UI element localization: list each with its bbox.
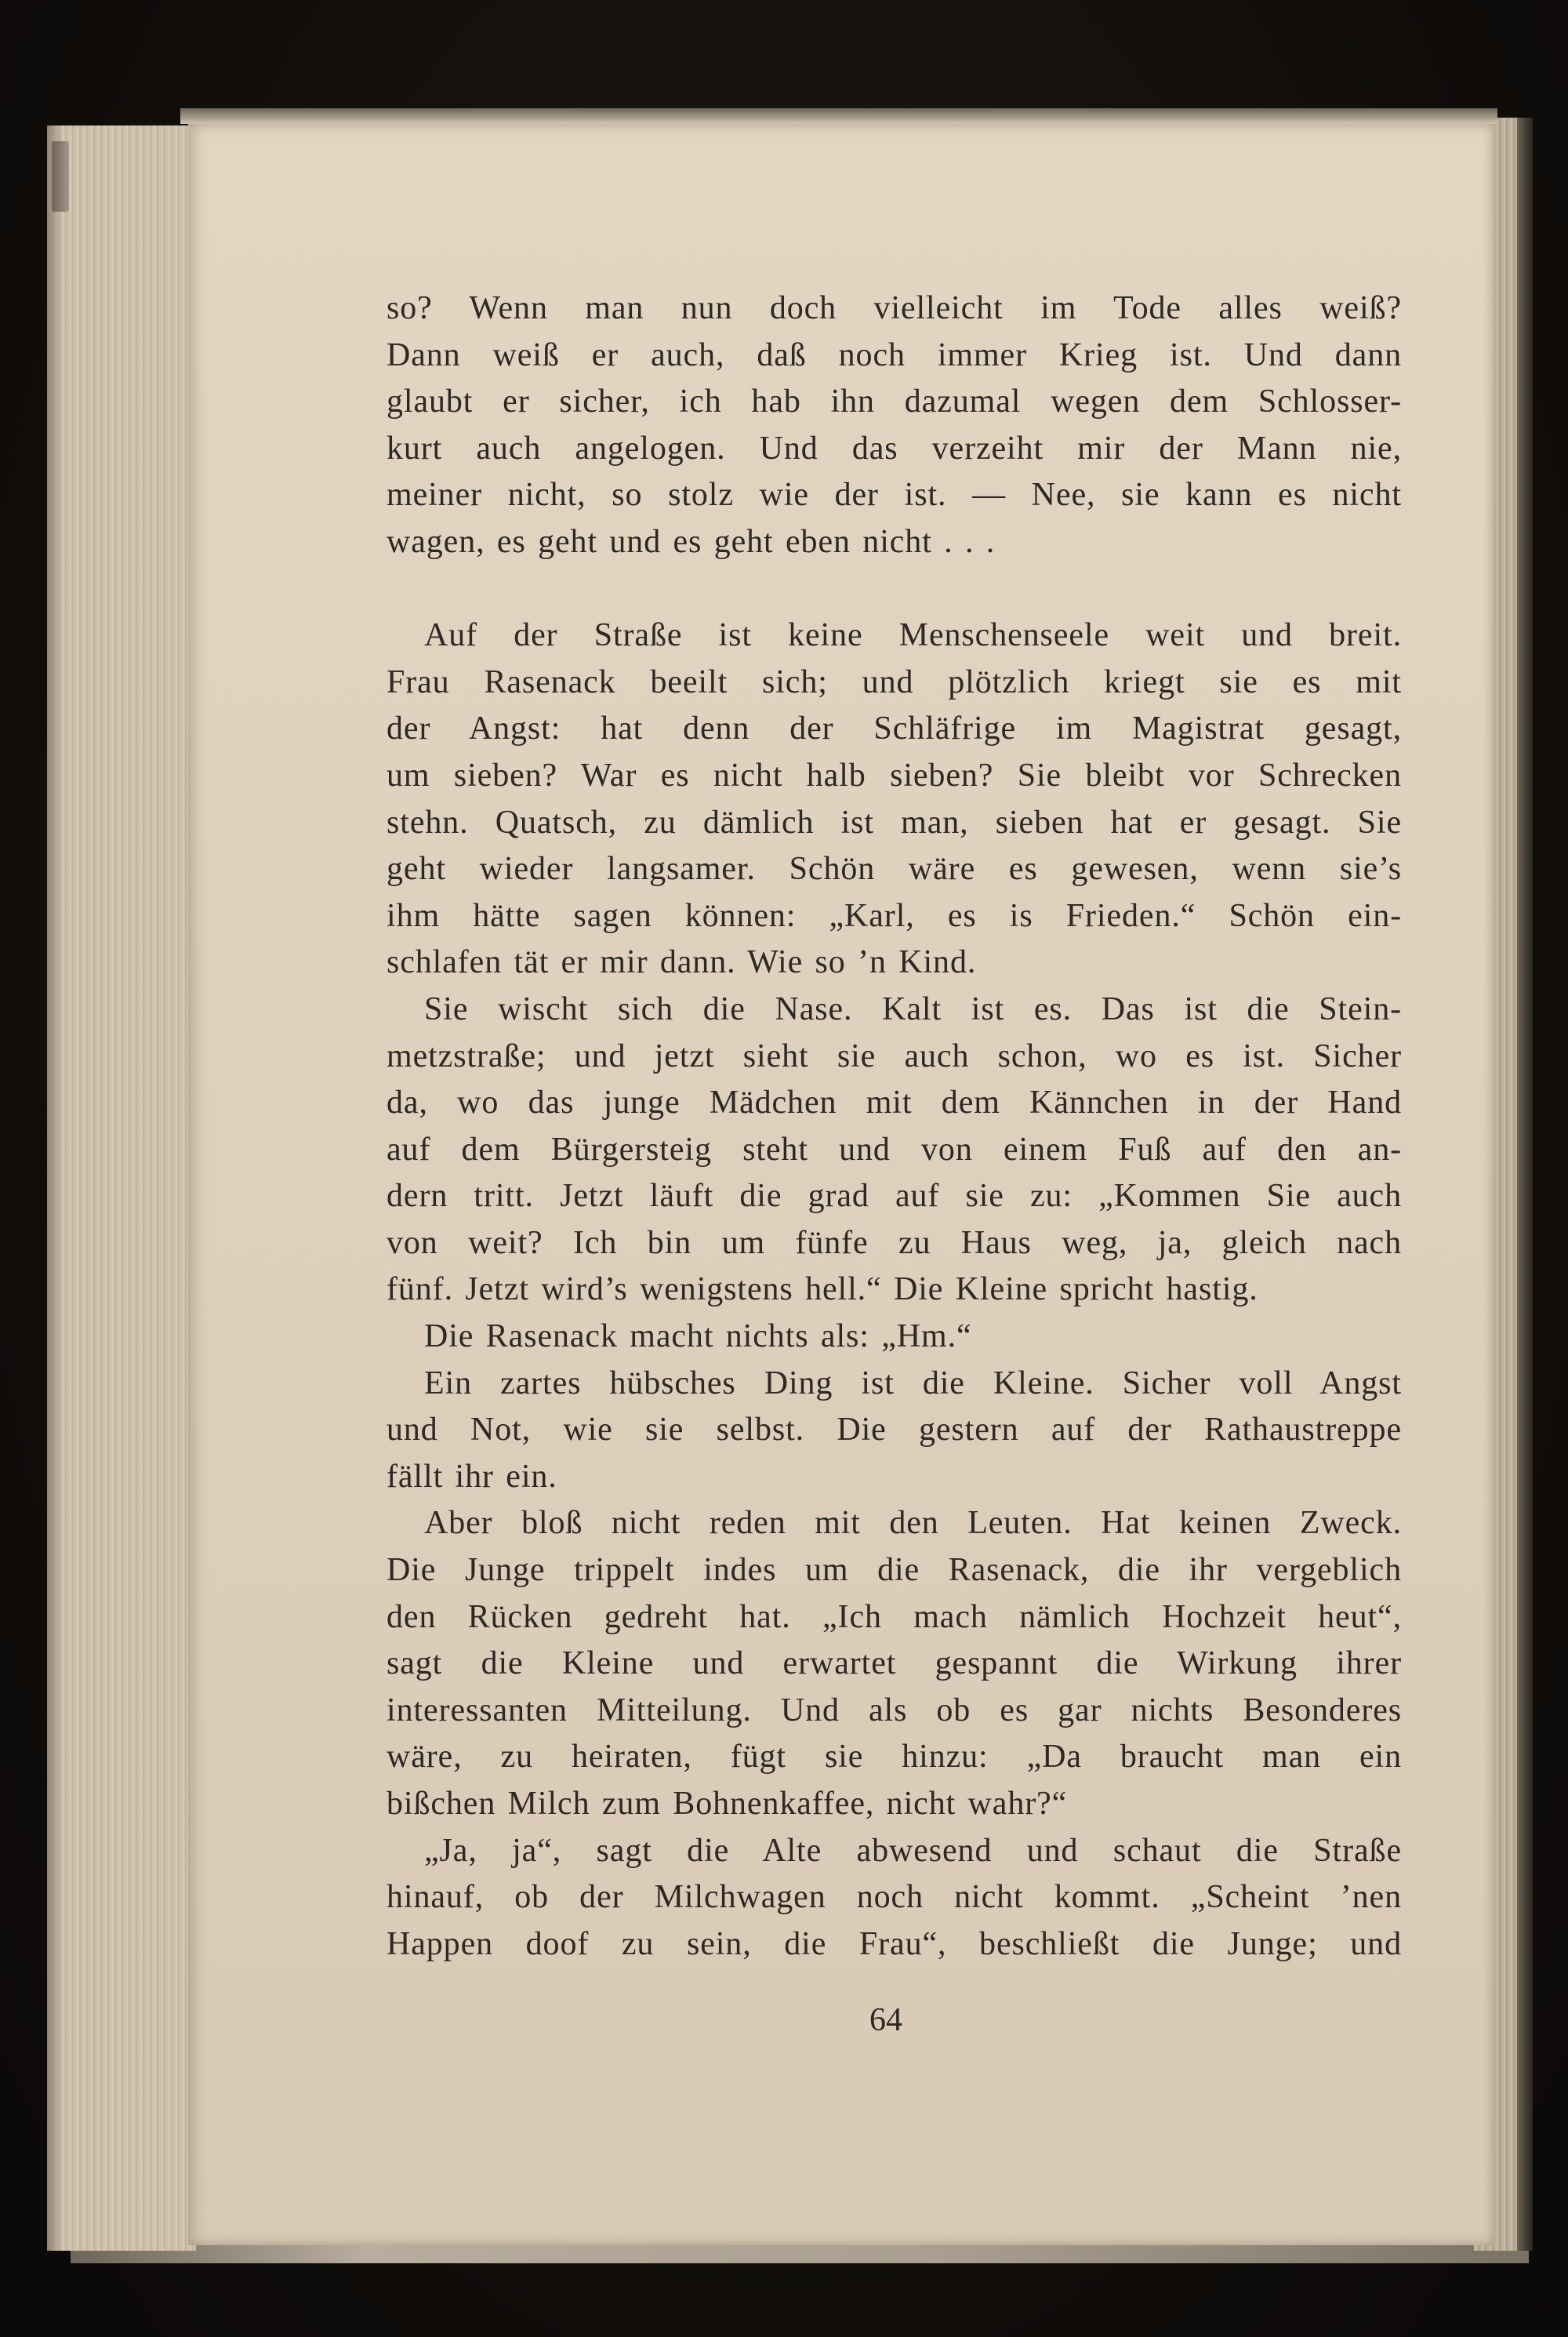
text-line: fünf. Jetzt wird’s wenigstens hell.“ Die Kleine spricht hastig.: [387, 1271, 1258, 1308]
text-line: interessanten Mitteilung. Und als ob es gar nichts Besonderes: [387, 1692, 1402, 1728]
text-line: um sieben? War es nicht halb sieben? Sie bleibt vor Schrecken: [387, 757, 1402, 794]
top-page-edge: [180, 108, 1497, 124]
spine-shadow: [47, 125, 63, 2251]
text-line: geht wieder langsamer. Schön wäre es gewesen, wenn sie’s: [387, 851, 1402, 888]
text-line: Sie wischt sich die Nase. Kalt ist es. Das ist die Stein-: [424, 990, 1402, 1027]
text-line: dern tritt. Jetzt läuft die grad auf sie zu: „Kommen Sie auch: [387, 1178, 1402, 1215]
text-line: schlafen tät er mir dann. Wie so ’n Kind.: [387, 944, 977, 981]
text-line: auf dem Bürgersteig steht und von einem Fuß auf den an-: [387, 1131, 1402, 1168]
text-line: und Not, wie sie selbst. Die gestern auf der Rathaustreppe: [387, 1412, 1402, 1448]
text-line: Dann weiß er auch, daß noch immer Krieg ist. Und dann: [387, 336, 1402, 373]
text-line: Aber bloß nicht reden mit den Leuten. Hat keinen Zweck.: [424, 1505, 1402, 1542]
left-page-stack: [47, 125, 196, 2251]
text-line: bißchen Milch zum Bohnenkaffee, nicht wahr?“: [387, 1786, 1068, 1822]
text-line: Ein zartes hübsches Ding ist die Kleine. Sicher voll Angst: [424, 1365, 1402, 1401]
text-line: Auf der Straße ist keine Menschenseele weit und breit.: [424, 617, 1402, 654]
text-line: wäre, zu heiraten, fügt sie hinzu: „Da braucht man ein: [387, 1739, 1402, 1775]
text-line: von weit? Ich bin um fünfe zu Haus weg, ja, gleich nach: [387, 1224, 1402, 1261]
text-line: glaubt er sicher, ich hab ihn dazumal wegen dem Schlosser-: [387, 383, 1402, 420]
text-line: Happen doof zu sein, die Frau“, beschließt die Junge; und: [387, 1925, 1402, 1962]
body-text: [387, 285, 1402, 1968]
text-line: ihm hätte sagen können: „Karl, es is Frieden.“ Schön ein-: [387, 897, 1402, 934]
text-line: kurt auch angelogen. Und das verzeiht mir der Mann nie,: [387, 430, 1402, 467]
text-line: den Rücken gedreht hat. „Ich mach nämlich Hochzeit heut“,: [387, 1598, 1402, 1635]
text-line: wagen, es geht und es geht eben nicht . . .: [387, 523, 996, 560]
right-cover-edge: [1517, 118, 1533, 2251]
text-line: metzstraße; und jetzt sieht sie auch schon, wo es ist. Sicher: [387, 1038, 1402, 1074]
text-line: meiner nicht, so stolz wie der ist. — Nee, sie kann es nicht: [387, 477, 1402, 514]
text-line: hinauf, ob der Milchwagen noch nicht kommt. „Scheint ’nen: [387, 1879, 1402, 1916]
bookmark-tab: [52, 141, 69, 212]
text-line: Die Rasenack macht nichts als: „Hm.“: [424, 1318, 972, 1355]
paragraph-gap: [387, 566, 1402, 613]
book-bottom-edge: [71, 2243, 1529, 2263]
text-line: der Angst: hat denn der Schläfrige im Magistrat gesagt,: [387, 711, 1402, 747]
text-line: „Ja, ja“, sagt die Alte abwesend und schaut die Straße: [424, 1832, 1402, 1869]
text-line: stehn. Quatsch, zu dämlich ist man, sieben hat er gesagt. Sie: [387, 804, 1402, 841]
page-number: 64: [869, 2002, 902, 2038]
text-line: Frau Rasenack beeilt sich; und plötzlich kriegt sie es mit: [387, 663, 1402, 700]
text-line: sagt die Kleine und erwartet gespannt die Wirkung ihrer: [387, 1645, 1402, 1682]
text-line: so? Wenn man nun doch vielleicht im Tode alles weiß?: [387, 290, 1402, 326]
text-line: da, wo das junge Mädchen mit dem Kännchen in der Hand: [387, 1085, 1402, 1121]
text-line: Die Junge trippelt indes um die Rasenack, die ihr vergeblich: [387, 1552, 1402, 1589]
text-line: fällt ihr ein.: [387, 1458, 557, 1495]
